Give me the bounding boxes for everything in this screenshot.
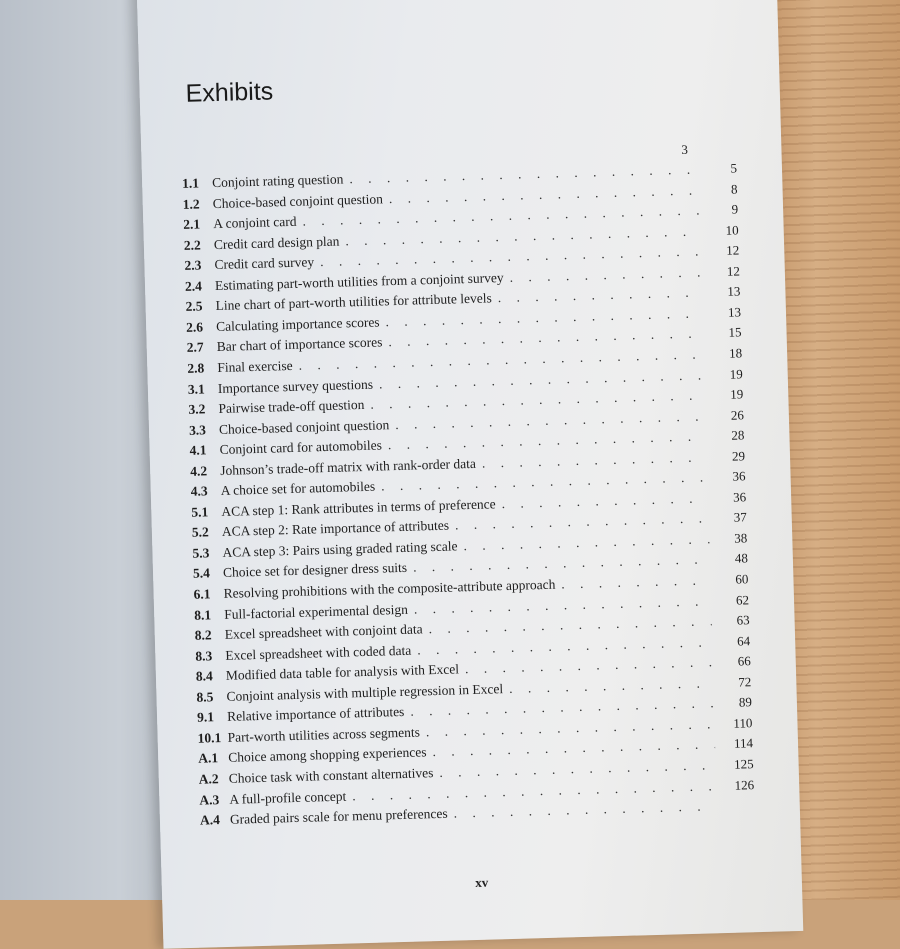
exhibit-number: 8.3: [195, 647, 213, 664]
exhibit-page-number: 19: [729, 365, 743, 382]
exhibit-title: Excel spreadsheet with conjoint data: [224, 621, 423, 643]
exhibit-page-number: 13: [727, 283, 741, 300]
page-title: Exhibits: [185, 77, 274, 108]
exhibit-number: 2.7: [186, 339, 204, 356]
exhibit-number: 5.3: [192, 545, 210, 561]
exhibit-page-number: 125: [733, 756, 754, 772]
exhibit-page-number: 36: [732, 489, 747, 505]
exhibit-page-number: 66: [737, 653, 751, 669]
exhibit-number: 8.5: [196, 689, 214, 705]
exhibit-title: Modified data table for analysis with Excel: [225, 661, 460, 684]
exhibit-title: ACA step 3: Pairs using graded rating scale: [222, 538, 458, 560]
exhibit-number: 2.1: [183, 216, 201, 233]
exhibit-number: 1.1: [181, 175, 200, 191]
exhibit-number: 5.4: [192, 565, 211, 582]
exhibit-title: Conjoint analysis with multiple regression in Excel: [226, 680, 504, 704]
book-page: [137, 0, 804, 949]
exhibit-number: 2.5: [185, 298, 203, 315]
exhibit-number: 8.2: [194, 627, 212, 643]
exhibit-number: 6.1: [193, 586, 211, 602]
exhibit-number: 8.1: [194, 606, 212, 623]
first-page-number: 3: [681, 141, 689, 157]
exhibit-page-number: 12: [726, 263, 741, 279]
exhibit-page-number: 126: [734, 776, 755, 793]
exhibit-page-number: 8: [730, 180, 738, 197]
exhibit-title: A conjoint card: [213, 213, 297, 232]
exhibit-title: Conjoint rating question: [211, 171, 344, 191]
exhibit-title: Choice among shopping experiences: [228, 744, 427, 766]
exhibit-number: 8.4: [195, 668, 214, 684]
exhibit-page-number: 19: [730, 386, 744, 402]
exhibit-number: A.4: [199, 812, 221, 828]
exhibit-number: 4.3: [190, 483, 208, 500]
exhibit-title: Calculating importance scores: [215, 314, 380, 334]
exhibit-page-number: 60: [735, 571, 749, 587]
exhibit-title: Line chart of part-worth utilities for attribute levels: [215, 290, 492, 314]
exhibit-page-number: [723, 809, 755, 810]
exhibit-number: 2.2: [183, 237, 201, 253]
exhibit-number: 2.4: [184, 278, 203, 294]
exhibit-page-number: 10: [725, 222, 739, 238]
exhibit-number: 2.8: [187, 360, 205, 376]
exhibit-title: Importance survey questions: [217, 376, 374, 396]
exhibit-number: 4.2: [189, 463, 208, 479]
exhibit-number: A.1: [198, 750, 219, 767]
exhibit-page-number: 13: [727, 304, 742, 320]
exhibit-number: 2.6: [185, 319, 204, 335]
exhibit-number: 3.2: [188, 401, 206, 417]
exhibit-title: Conjoint card for automobiles: [219, 437, 383, 458]
exhibit-page-number: 12: [726, 242, 740, 258]
exhibit-number: 4.1: [189, 442, 207, 458]
exhibit-title: Full-factorial experimental design: [223, 601, 409, 622]
exhibit-page-number: 18: [728, 345, 743, 361]
exhibit-number: 5.2: [191, 524, 209, 541]
exhibit-page-number: 62: [735, 591, 750, 608]
exhibit-number: 3.1: [187, 380, 205, 397]
exhibit-page-number: 72: [738, 673, 752, 690]
exhibit-page-number: 48: [734, 550, 749, 567]
exhibit-title: Choice-based conjoint question: [218, 416, 390, 437]
dot-leader: [561, 572, 711, 592]
exhibit-title: Estimating part-worth utilities from a conjoint survey: [214, 269, 504, 293]
exhibit-number: A.3: [199, 791, 220, 808]
exhibit-title: Choice set for designer dress suits: [222, 560, 408, 581]
exhibit-title: Part-worth utilities across segments: [227, 724, 421, 745]
exhibit-number: 3.3: [188, 421, 207, 438]
exhibit-page-number: 5: [730, 160, 738, 176]
exhibit-title: A choice set for automobiles: [220, 478, 376, 499]
exhibit-page-number: 63: [736, 612, 750, 628]
exhibit-title: Credit card survey: [214, 254, 315, 273]
exhibit-number: 2.3: [184, 257, 202, 274]
page-folio: xv: [475, 874, 489, 891]
exhibit-page-number: 29: [731, 448, 746, 464]
exhibit-title: Relative importance of attributes: [226, 704, 405, 725]
exhibit-title: Bar chart of importance scores: [216, 334, 383, 355]
exhibit-title: Resolving prohibitions with the composite-attribute approach: [223, 576, 556, 601]
exhibit-title: Johnson’s trade-off matrix with rank-order data: [219, 455, 477, 478]
exhibit-page-number: 37: [733, 509, 747, 526]
exhibit-page-number: 89: [738, 694, 753, 710]
exhibit-title: Credit card design plan: [213, 233, 340, 252]
exhibit-page-number: 38: [734, 530, 748, 546]
exhibit-list: [137, 0, 804, 949]
exhibit-number: 9.1: [196, 709, 215, 726]
exhibit-page-number: 9: [731, 201, 739, 217]
exhibit-title: ACA step 1: Rank attributes in terms of preference: [221, 496, 496, 519]
exhibit-page-number: 64: [736, 632, 751, 649]
exhibit-title: Choice-based conjoint question: [212, 190, 384, 211]
exhibit-number: 10.1: [197, 729, 222, 746]
exhibit-number: A.2: [198, 771, 219, 787]
exhibit-title: ACA step 2: Rate importance of attributes: [221, 517, 450, 540]
exhibit-title: A full-profile concept: [229, 788, 347, 807]
exhibit-page-number: 28: [731, 427, 745, 443]
exhibit-number: 5.1: [191, 504, 209, 520]
exhibit-number: 1.2: [182, 195, 200, 212]
exhibit-page-number: 36: [732, 468, 746, 484]
exhibit-page-number: 110: [733, 715, 753, 731]
exhibit-page-number: 114: [733, 735, 754, 752]
exhibit-title: Choice task with constant alternatives: [228, 765, 434, 786]
exhibit-title: Excel spreadsheet with coded data: [225, 642, 412, 663]
exhibit-page-number: 26: [730, 406, 745, 423]
exhibit-page-number: 15: [728, 324, 742, 341]
exhibit-title: Final exercise: [217, 357, 293, 375]
exhibit-title: Graded pairs scale for menu preferences: [229, 805, 448, 827]
exhibit-title: Pairwise trade-off question: [218, 396, 365, 417]
